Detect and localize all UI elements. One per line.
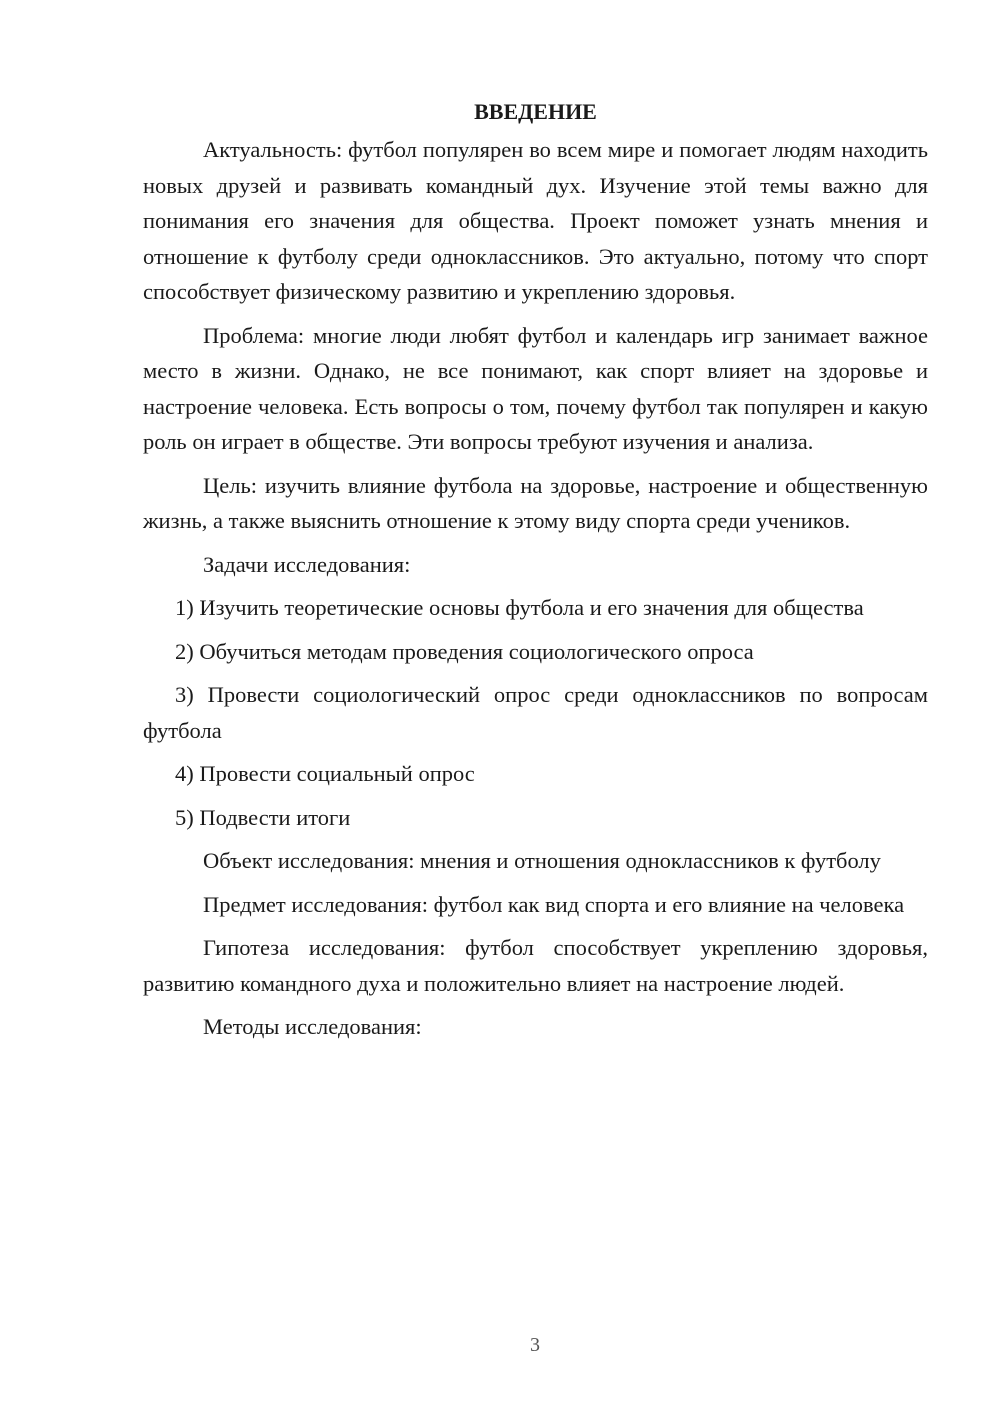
problem-paragraph: Проблема: многие люди любят футбол и календарь игр занимает важное место в жизни. Однако, не все понимают, как спорт влияет на здоровье и настроение человека. Есть вопросы о том, почему футбол так популярен и какую роль он играет в обществе. Эти вопросы требуют изучения и анализа. — [143, 322, 928, 454]
relevance-paragraph: Актуальность: футбол популярен во всем мире и помогает людям находить новых друзей и развивать командный дух. Изучение этой темы важно для понимания его значения для общества. Проект поможет узнать мнения и отношение к футболу среди одноклассников. Это актуально, потому что спорт способствует физическому развитию и укреплению здоровья. — [143, 137, 928, 304]
task-item-5: 5) Подвести итоги — [175, 804, 351, 830]
task-item-1: 1) Изучить теоретические основы футбола и его значения для общества — [175, 595, 864, 620]
task-item-3: 3) Провести социологический опрос среди одноклассников по вопросам футбола — [143, 682, 928, 743]
section-title: ВВЕДЕНИЕ — [474, 99, 597, 124]
task-item-2: 2) Обучиться методам проведения социологического опроса — [175, 638, 754, 664]
goal-paragraph: Цель: изучить влияние футбола на здоровье, настроение и общественную жизнь, а также выяснить отношение к этому виду спорта среди учеников. — [143, 472, 928, 533]
tasks-heading: Задачи исследования: — [203, 551, 411, 577]
hypothesis-paragraph: Гипотеза исследования: футбол способствует укреплению здоровья, развитию командного духа и положительно влияет на настроение людей. — [143, 935, 928, 996]
page-body — [143, 94, 928, 1053]
page-number: 3 — [530, 1334, 540, 1356]
task-item-4: 4) Провести социальный опрос — [175, 761, 475, 786]
object-paragraph: Объект исследования: мнения и отношения одноклассников к футболу — [203, 848, 881, 873]
methods-heading: Методы исследования: — [203, 1014, 422, 1039]
subject-paragraph: Предмет исследования: футбол как вид спорта и его влияние на человека — [203, 891, 905, 917]
